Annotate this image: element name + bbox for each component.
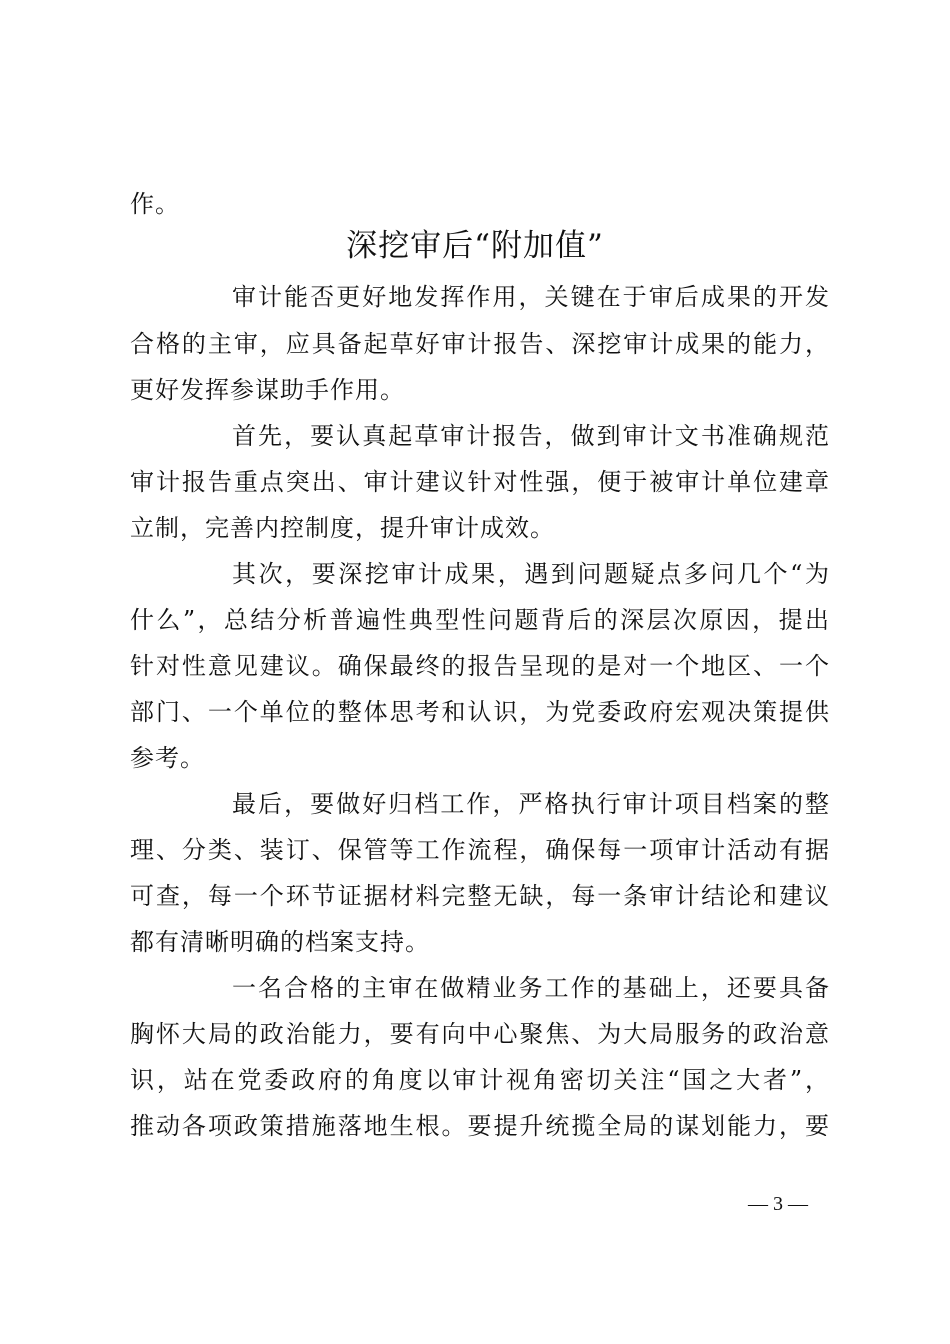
paragraph-4-line-2: 理、分类、装订、保管等工作流程，确保每一项审计活动有据	[130, 836, 830, 864]
paragraph-2-line-1: 首先，要认真起草审计报告，做到审计文书准确规范	[232, 422, 830, 450]
section-heading: 深挖审后“附加值”	[346, 228, 604, 264]
paragraph-2-line-3: 立制，完善内控制度，提升审计成效。	[130, 514, 555, 542]
paragraph-1-line-1: 审计能否更好地发挥作用，关键在于审后成果的开发	[232, 283, 830, 311]
paragraph-5-line-1: 一名合格的主审在做精业务工作的基础上，还要具备	[232, 974, 830, 1002]
paragraph-1-line-3: 更好发挥参谋助手作用。	[130, 376, 405, 404]
paragraph-4-line-4: 都有清晰明确的档案支持。	[130, 928, 430, 956]
paragraph-2-line-2: 审计报告重点突出、审计建议针对性强，便于被审计单位建章	[130, 468, 830, 496]
paragraph-1-line-2: 合格的主审，应具备起草好审计报告、深挖审计成果的能力，	[130, 330, 830, 358]
paragraph-3-line-5: 参考。	[130, 744, 205, 772]
page-number: — 3 —	[748, 1193, 808, 1215]
paragraph-5-line-4: 推动各项政策措施落地生根。要提升统揽全局的谋划能力，要	[130, 1112, 830, 1140]
paragraph-3-line-1: 其次，要深挖审计成果，遇到问题疑点多问几个“为	[232, 560, 830, 588]
paragraph-4-line-3: 可查，每一个环节证据材料完整无缺，每一条审计结论和建议	[130, 882, 830, 910]
text-line-continuation: 作。	[130, 190, 180, 218]
paragraph-3-line-3: 针对性意见建议。确保最终的报告呈现的是对一个地区、一个	[130, 652, 830, 680]
paragraph-5-line-2: 胸怀大局的政治能力，要有向中心聚焦、为大局服务的政治意	[130, 1020, 830, 1048]
paragraph-3-line-2: 什么”，总结分析普遍性典型性问题背后的深层次原因，提出	[130, 606, 830, 634]
paragraph-4-line-1: 最后，要做好归档工作，严格执行审计项目档案的整	[232, 790, 830, 818]
paragraph-3-line-4: 部门、一个单位的整体思考和认识，为党委政府宏观决策提供	[130, 698, 830, 726]
paragraph-5-line-3: 识，站在党委政府的角度以审计视角密切关注“国之大者”，	[130, 1066, 830, 1094]
